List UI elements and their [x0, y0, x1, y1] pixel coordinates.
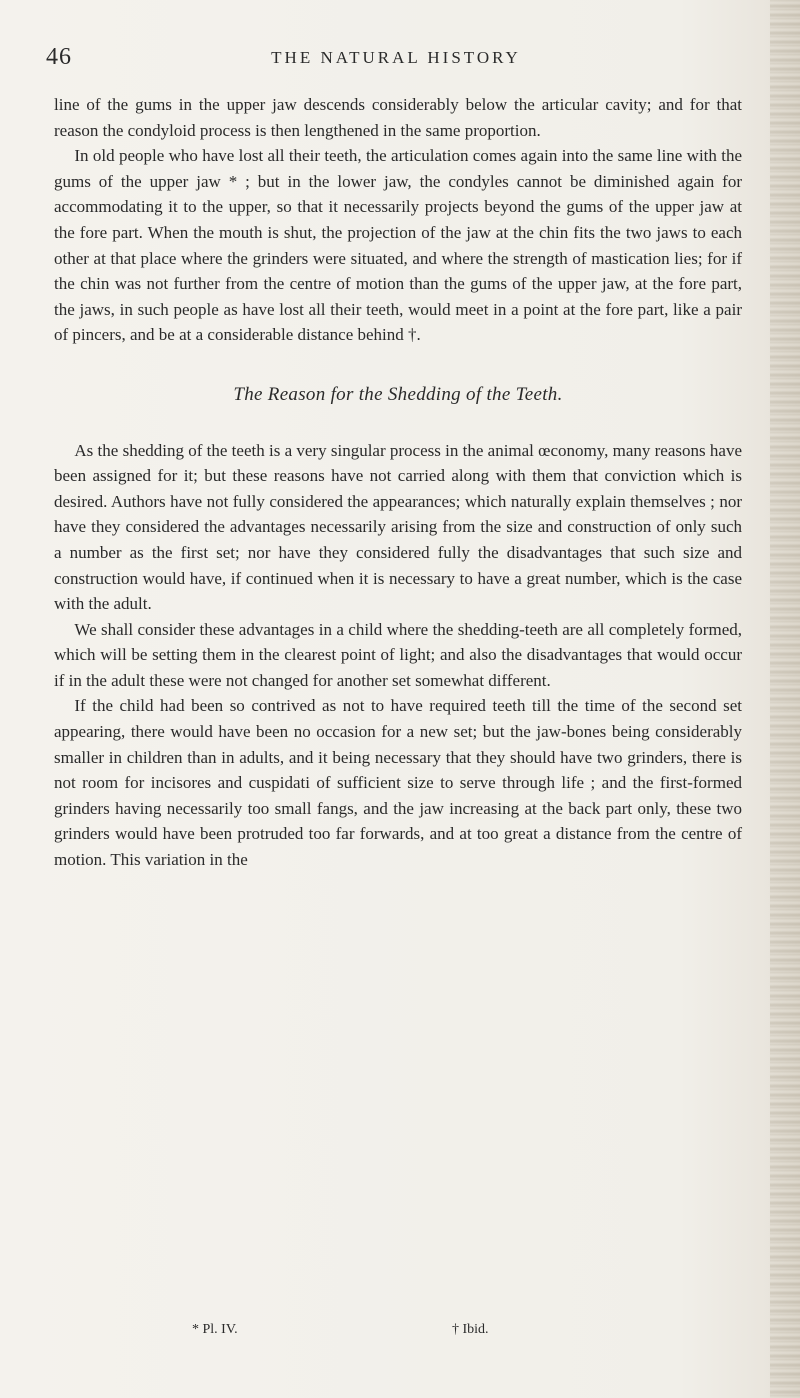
body-text — [54, 92, 742, 873]
footnote-plate: * Pl. IV. — [192, 1322, 238, 1337]
section-title: The Reason for the Shedding of the Teeth. — [233, 383, 563, 405]
paragraph-advantages: We shall consider these advantages in a child where the shedding-teeth are all completely formed, which will be setting them in the clearest point of light; and also the disadvantages that would occur if in the adult these were not changed for another set somewhat different. — [54, 619, 742, 690]
paragraph-shedding: As the shedding of the teeth is a very singular process in the animal œconomy, many reasons have been assigned for it; but these reasons have not carried along with them that conviction which is desired. Authors have not fully considered the appearances; which naturally explain themselves ; nor have they considered the advantages necessarily arising from the size and construction of only such a number as the first set; nor have they considered fully the disadvantages that such size and construction would have, if continued when it is necessary to have a great number, which is the case with the adult. — [54, 440, 742, 614]
paragraph-child: If the child had been so contrived as not to have required teeth till the time of the second set appearing, there would have been no occasion for a new set; but the jaw-bones being considerably smaller in children than in adults, and it being necessary that they should have two grinders, there is not room for incisores and cuspidati of sufficient size to serve through life ; and the first-formed grinders having necessarily too small fangs, and the jaw increasing at the back part only, these two grinders would have been protruded too far forwards, and at too great a distance from the centre of motion. This variation in the — [54, 696, 742, 870]
footnote-ibid: † Ibid. — [452, 1322, 489, 1337]
running-head: THE NATURAL HISTORY — [271, 48, 521, 67]
paragraph-continuation: line of the gums in the upper jaw descends considerably below the articular cavity; and for that reason the condyloid process is then lengthened in the same proportion. — [54, 95, 742, 140]
page-edge — [770, 0, 800, 1398]
page-header — [46, 44, 746, 84]
footnotes — [54, 1322, 742, 1348]
paragraph-old-people: In old people who have lost all their teeth, the articulation comes again into the same line with the gums of the upper jaw * ; but in the lower jaw, the condyles cannot be diminished again for accommodating it to the upper, so that it necessarily projects beyond the gums of the upper jaw at the fore part. When the mouth is shut, the projection of the jaw at the chin fits the two jaws to each other at that place where the grinders were situated, and where the strength of mastication lies; for if the chin was not further from the centre of motion than the gums of the upper jaw, at the fore part, the jaws, in such people as have lost all their teeth, would meet in a point at the fore part, like a pair of pincers, and be at a considerable distance behind †. — [54, 146, 742, 345]
page-number: 46 — [46, 44, 72, 70]
